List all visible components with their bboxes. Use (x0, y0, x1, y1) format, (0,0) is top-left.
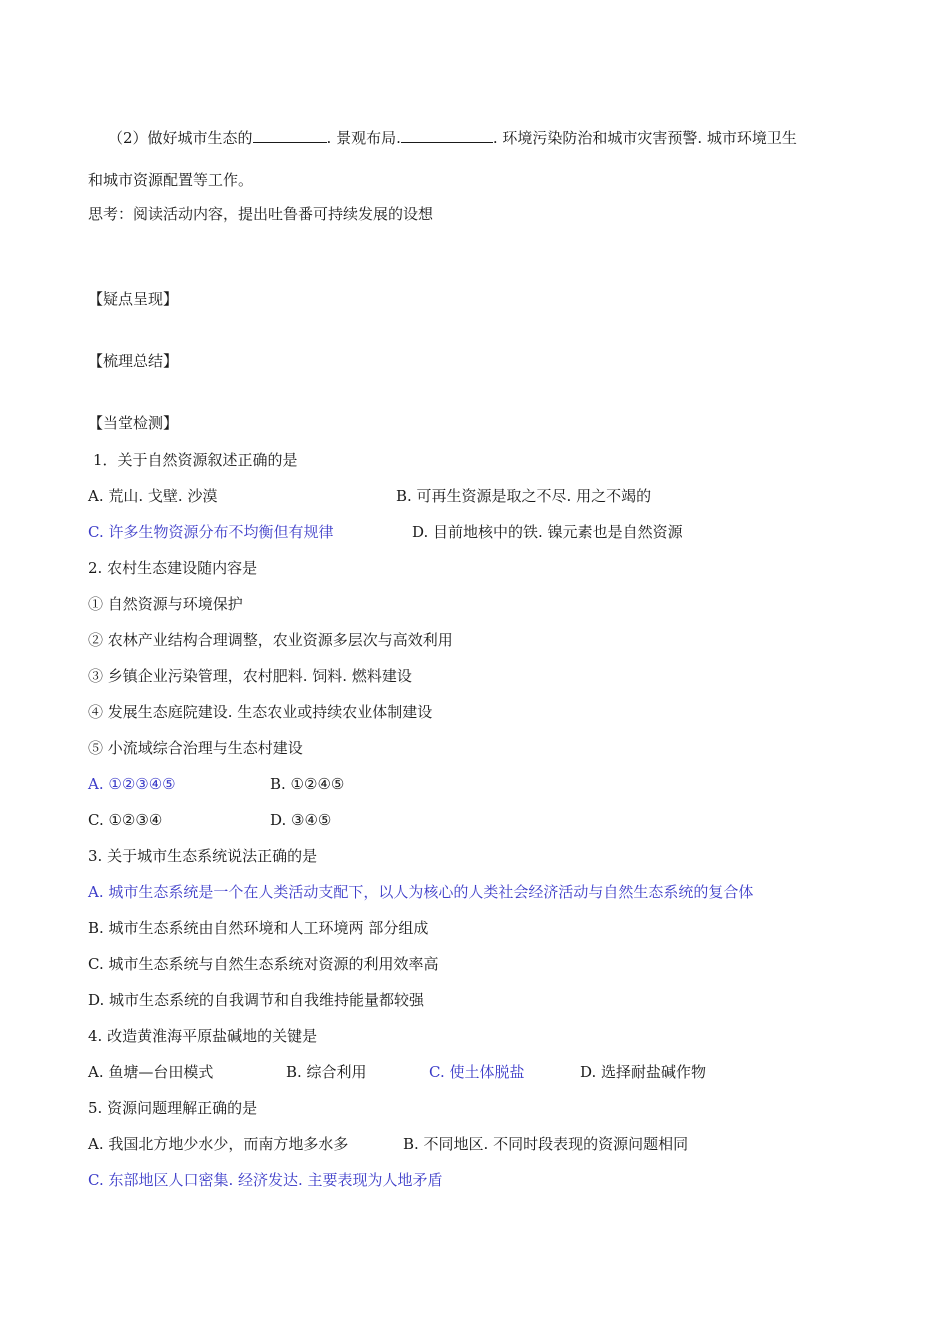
q4-option-b: B. 综合利用 (286, 1063, 367, 1081)
q2-item-1: ① 自然资源与环境保护 (88, 595, 243, 613)
q2-item-4: ④ 发展生态庭院建设. 生态农业或持续农业体制建设 (88, 703, 433, 721)
q2-option-a: A. ①②③④⑤ (88, 775, 176, 793)
intro-text-3: . 环境污染防治和城市灾害预警. 城市环境卫生 (492, 129, 797, 147)
q5-option-c: C. 东部地区人口密集. 经济发达. 主要表现为人地矛盾 (88, 1171, 443, 1189)
q4-option-a: A. 鱼塘—台田模式 (88, 1063, 214, 1081)
section-doubts: 【疑点呈现】 (88, 290, 179, 308)
section-check: 【当堂检测】 (88, 414, 179, 432)
q4-option-d: D. 选择耐盐碱作物 (580, 1063, 707, 1081)
q3-option-a: A. 城市生态系统是一个在人类活动支配下，以人为核心的人类社会经济活动与自然生态系统的复合体 (88, 883, 754, 901)
q2-item-3: ③ 乡镇企业污染管理，农村肥料. 饲料. 燃料建设 (88, 667, 412, 685)
q2-option-c: C. ①②③④ (88, 811, 163, 829)
intro-line-1 (108, 128, 797, 148)
q2-item-5: ⑤ 小流域综合治理与生态村建设 (88, 739, 303, 757)
q5-option-b: B. 不同地区. 不同时段表现的资源问题相同 (403, 1135, 689, 1153)
q4-option-c: C. 使土体脱盐 (429, 1063, 525, 1081)
q1-stem: 1．关于自然资源叙述正确的是 (93, 451, 298, 469)
fill-blank-1[interactable] (253, 128, 327, 143)
q3-option-d: D. 城市生态系统的自我调节和自我维持能量都较强 (88, 991, 425, 1009)
fill-blank-2[interactable] (401, 128, 493, 143)
q1-option-a: A. 荒山. 戈壁. 沙漠 (88, 487, 218, 505)
q5-option-a: A. 我国北方地少水少，而南方地多水多 (88, 1135, 349, 1153)
q1-option-c: C. 许多生物资源分布不均衡但有规律 (88, 523, 334, 541)
q2-option-d: D. ③④⑤ (270, 811, 332, 829)
q3-option-b: B. 城市生态系统由自然环境和人工环境两 部分组成 (88, 919, 429, 937)
q3-stem: 3. 关于城市生态系统说法正确的是 (88, 847, 318, 865)
q1-option-b: B. 可再生资源是取之不尽. 用之不竭的 (396, 487, 652, 505)
section-summary: 【梳理总结】 (88, 352, 179, 370)
thinking-prompt: 思考：阅读活动内容，提出吐鲁番可持续发展的设想 (88, 205, 434, 223)
intro-text-1: （2）做好城市生态的 (108, 129, 253, 147)
q5-stem: 5. 资源问题理解正确的是 (88, 1099, 258, 1117)
intro-line-2: 和城市资源配置等工作。 (88, 171, 254, 189)
q2-stem: 2. 农村生态建设随内容是 (88, 559, 258, 577)
intro-text-2: . 景观布局. (326, 129, 401, 147)
q1-option-d: D. 目前地核中的铁. 镍元素也是自然资源 (412, 523, 683, 541)
q4-stem: 4. 改造黄淮海平原盐碱地的关键是 (88, 1027, 318, 1045)
q2-option-b: B. ①②④⑤ (270, 775, 345, 793)
q2-item-2: ② 农林产业结构合理调整，农业资源多层次与高效利用 (88, 631, 453, 649)
q3-option-c: C. 城市生态系统与自然生态系统对资源的利用效率高 (88, 955, 439, 973)
